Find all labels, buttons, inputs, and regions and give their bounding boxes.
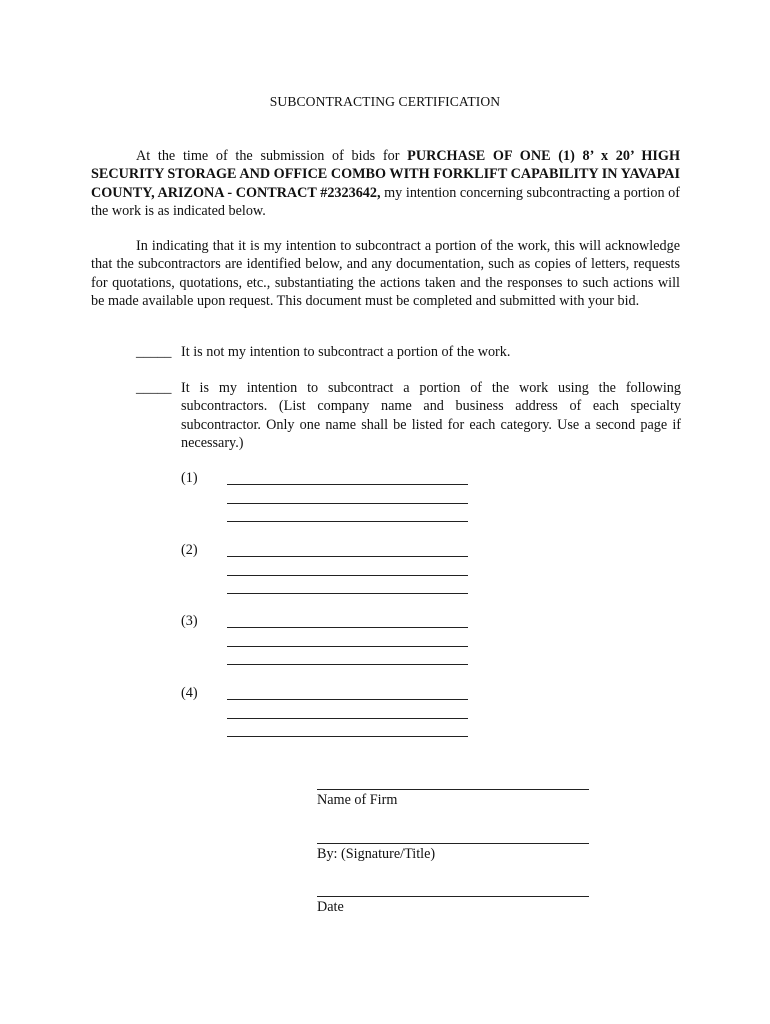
date-block xyxy=(317,896,589,916)
entry-line[interactable] xyxy=(227,699,468,700)
entry-number: (3) xyxy=(181,613,198,629)
contract-title: PURCHASE OF ONE (1) 8’ x 20’ HIGH SECURITY STORAGE AND OFFICE COMBO WITH FORKLIFT CAPABILITY IN YAVAPAI COUNTY, ARIZONA - CONTRACT #2323642, xyxy=(91,148,680,201)
entry-line[interactable] xyxy=(227,484,468,485)
entry-line[interactable] xyxy=(227,521,468,522)
option-checkbox-line[interactable]: _____ xyxy=(136,380,172,396)
signature-line[interactable] xyxy=(317,843,589,844)
subcontractor-entry-4 xyxy=(181,684,481,744)
subcontractor-entry-2 xyxy=(181,541,481,601)
page-title: SUBCONTRACTING CERTIFICATION xyxy=(269,94,501,109)
intro-continuation: my intention concerning subcontracting a portion of the work is as indicated below. xyxy=(91,184,681,220)
entry-number: (4) xyxy=(181,685,198,701)
firm-name-label: Name of Firm xyxy=(317,792,398,808)
entry-line[interactable] xyxy=(227,736,468,737)
acknowledgement-paragraph: In indicating that it is my intention to subcontract a portion of the work, this will acknowledge that the subcontractors are identified below, and any documentation, such as copies of letters, requests for quotations, quotations, etc., substantiating the actions taken and the responses to such actions will be made available upon request. This document must be completed and submitted with your bid. xyxy=(91,238,680,310)
entry-line[interactable] xyxy=(227,593,468,594)
subcontractor-entry-1 xyxy=(181,469,481,529)
firm-name-line[interactable] xyxy=(317,789,589,790)
entry-number: (2) xyxy=(181,542,198,558)
signature-label: By: (Signature/Title) xyxy=(317,846,436,862)
intro-paragraph xyxy=(91,147,680,221)
entry-line[interactable] xyxy=(227,627,468,628)
entry-line[interactable] xyxy=(227,664,468,665)
entry-line[interactable] xyxy=(227,556,468,557)
entry-number: (1) xyxy=(181,470,198,486)
firm-name-block xyxy=(317,789,589,809)
entry-line[interactable] xyxy=(227,718,468,719)
option-text: It is not my intention to subcontract a portion of the work. xyxy=(181,344,511,360)
entry-line[interactable] xyxy=(227,646,468,647)
entry-line[interactable] xyxy=(227,575,468,576)
option-text: It is my intention to subcontract a portion of the work using the following subcontractors. (List company name and business address of each specialty subcontractor. Only one name shall be listed for each category. Use a second page if necessary.) xyxy=(181,380,681,452)
signature-block xyxy=(317,843,589,863)
subcontractor-entry-3 xyxy=(181,612,481,672)
option-checkbox-line[interactable]: _____ xyxy=(136,344,172,360)
date-line[interactable] xyxy=(317,896,589,897)
intro-text: At the time of the submission of bids for xyxy=(136,148,408,164)
option-subcontract xyxy=(136,379,681,453)
entry-line[interactable] xyxy=(227,503,468,504)
option-no-subcontract xyxy=(136,343,681,361)
date-label: Date xyxy=(317,899,344,915)
